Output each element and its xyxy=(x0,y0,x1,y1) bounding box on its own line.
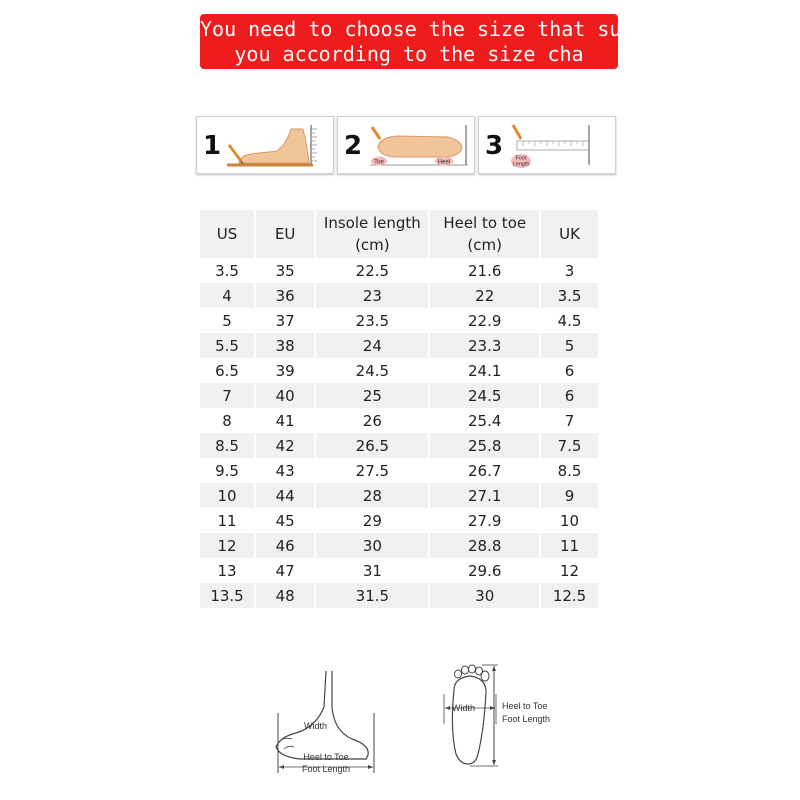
cell-heel-to-toe: 28.8 xyxy=(429,533,540,558)
cell-insole-length: 31.5 xyxy=(315,583,429,608)
cell-us: 5.5 xyxy=(200,333,255,358)
step-3-number: 3 xyxy=(485,131,504,161)
table-row xyxy=(200,483,599,508)
toe-label: Toe xyxy=(374,159,384,166)
table-row xyxy=(200,583,599,608)
table-row xyxy=(200,333,599,358)
table-row xyxy=(200,258,599,283)
cell-insole-length: 24.5 xyxy=(315,358,429,383)
cell-eu: 37 xyxy=(255,308,315,333)
table-row xyxy=(200,358,599,383)
header-heel-to-toe: Heel to toe (cm) xyxy=(429,210,540,258)
cell-insole-length: 26 xyxy=(315,408,429,433)
step-3-card xyxy=(478,116,616,174)
cell-uk: 9 xyxy=(540,483,599,508)
cell-uk: 12.5 xyxy=(540,583,599,608)
banner-line-2: you according to the size cha xyxy=(234,42,584,66)
cell-insole-length: 29 xyxy=(315,508,429,533)
cell-us: 9.5 xyxy=(200,458,255,483)
cell-uk: 10 xyxy=(540,508,599,533)
cell-uk: 6 xyxy=(540,383,599,408)
cell-uk: 7 xyxy=(540,408,599,433)
table-row xyxy=(200,408,599,433)
foot-on-ruler-icon xyxy=(227,121,331,171)
cell-uk: 3 xyxy=(540,258,599,283)
cell-insole-length: 26.5 xyxy=(315,433,429,458)
cell-uk: 7.5 xyxy=(540,433,599,458)
table-row xyxy=(200,308,599,333)
table-row xyxy=(200,558,599,583)
top-foot-length-label: Foot Length xyxy=(502,714,551,724)
cell-eu: 36 xyxy=(255,283,315,308)
cell-uk: 12 xyxy=(540,558,599,583)
side-foot-length-label: Foot Length xyxy=(301,764,351,774)
table-row xyxy=(200,383,599,408)
top-view-foot-diagram xyxy=(432,660,552,772)
table-row xyxy=(200,508,599,533)
table-row xyxy=(200,283,599,308)
cell-us: 8.5 xyxy=(200,433,255,458)
cell-heel-to-toe: 25.4 xyxy=(429,408,540,433)
header-uk: UK xyxy=(540,210,599,258)
table-row xyxy=(200,433,599,458)
length-label: Length xyxy=(512,161,530,168)
cell-uk: 6 xyxy=(540,358,599,383)
cell-heel-to-toe: 27.9 xyxy=(429,508,540,533)
table-row xyxy=(200,458,599,483)
step-1-number: 1 xyxy=(203,131,222,161)
cell-heel-to-toe: 27.1 xyxy=(429,483,540,508)
cell-insole-length: 31 xyxy=(315,558,429,583)
cell-heel-to-toe: 21.6 xyxy=(429,258,540,283)
side-width-label: Width xyxy=(304,721,328,731)
size-chart-table xyxy=(200,210,600,608)
cell-insole-length: 22.5 xyxy=(315,258,429,283)
cell-insole-length: 23 xyxy=(315,283,429,308)
cell-us: 13.5 xyxy=(200,583,255,608)
cell-us: 5 xyxy=(200,308,255,333)
cell-heel-to-toe: 24.1 xyxy=(429,358,540,383)
heel-label: Heel xyxy=(437,159,451,166)
cell-us: 4 xyxy=(200,283,255,308)
top-heel-to-toe-label: Heel to Toe xyxy=(502,701,548,711)
table-header-row xyxy=(200,210,599,258)
step-2-card xyxy=(337,116,475,174)
cell-heel-to-toe: 23.3 xyxy=(429,333,540,358)
side-view-foot-diagram xyxy=(270,665,388,777)
cell-eu: 35 xyxy=(255,258,315,283)
cell-eu: 47 xyxy=(255,558,315,583)
cell-uk: 4.5 xyxy=(540,308,599,333)
cell-heel-to-toe: 26.7 xyxy=(429,458,540,483)
cell-insole-length: 24 xyxy=(315,333,429,358)
instruction-banner xyxy=(200,14,658,69)
cell-heel-to-toe: 22 xyxy=(429,283,540,308)
cell-uk: 5 xyxy=(540,333,599,358)
cell-us: 3.5 xyxy=(200,258,255,283)
cell-insole-length: 30 xyxy=(315,533,429,558)
cell-eu: 45 xyxy=(255,508,315,533)
cell-insole-length: 28 xyxy=(315,483,429,508)
header-us: US xyxy=(200,210,255,258)
cell-heel-to-toe: 30 xyxy=(429,583,540,608)
cell-eu: 41 xyxy=(255,408,315,433)
cell-us: 13 xyxy=(200,558,255,583)
cell-eu: 48 xyxy=(255,583,315,608)
cell-insole-length: 25 xyxy=(315,383,429,408)
cell-heel-to-toe: 29.6 xyxy=(429,558,540,583)
cell-eu: 42 xyxy=(255,433,315,458)
cell-eu: 39 xyxy=(255,358,315,383)
cell-heel-to-toe: 24.5 xyxy=(429,383,540,408)
cell-us: 10 xyxy=(200,483,255,508)
cell-eu: 44 xyxy=(255,483,315,508)
cell-uk: 3.5 xyxy=(540,283,599,308)
cell-eu: 43 xyxy=(255,458,315,483)
cell-insole-length: 23.5 xyxy=(315,308,429,333)
step-1-card xyxy=(196,116,334,174)
header-eu: EU xyxy=(255,210,315,258)
cell-insole-length: 27.5 xyxy=(315,458,429,483)
cell-uk: 11 xyxy=(540,533,599,558)
header-insole-length: Insole length (cm) xyxy=(315,210,429,258)
top-width-label: Width xyxy=(452,703,476,713)
cell-heel-to-toe: 22.9 xyxy=(429,308,540,333)
cell-us: 8 xyxy=(200,408,255,433)
ruler-measure-icon xyxy=(509,121,613,171)
foot-label: Foot xyxy=(515,155,527,162)
step-2-number: 2 xyxy=(344,131,363,161)
foot-top-view-icon xyxy=(368,121,472,171)
cell-uk: 8.5 xyxy=(540,458,599,483)
cell-us: 6.5 xyxy=(200,358,255,383)
cell-eu: 38 xyxy=(255,333,315,358)
cell-eu: 46 xyxy=(255,533,315,558)
table-row xyxy=(200,533,599,558)
cell-us: 7 xyxy=(200,383,255,408)
cell-eu: 40 xyxy=(255,383,315,408)
cell-us: 11 xyxy=(200,508,255,533)
side-heel-to-toe-label: Heel to Toe xyxy=(303,752,349,762)
cell-us: 12 xyxy=(200,533,255,558)
banner-line-1: You need to choose the size that suits xyxy=(200,17,658,41)
cell-heel-to-toe: 25.8 xyxy=(429,433,540,458)
